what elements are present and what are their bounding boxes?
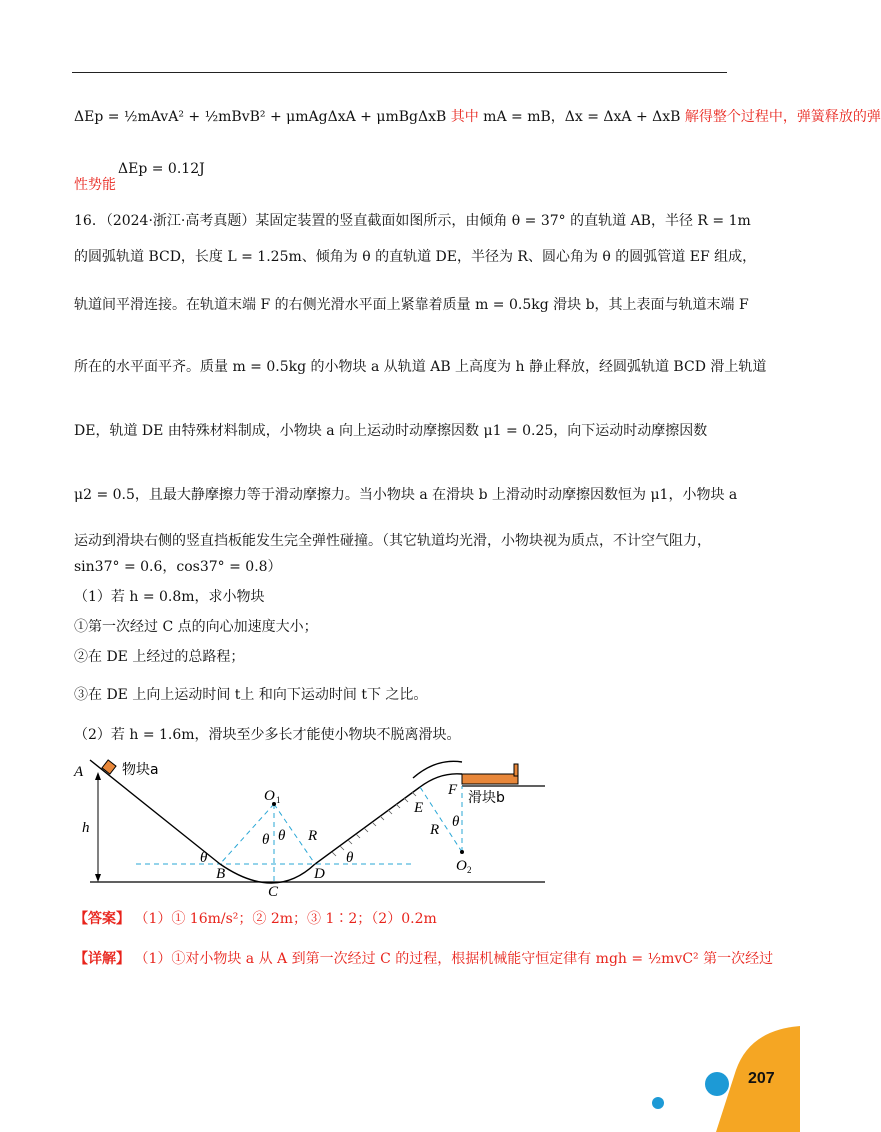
corner-decoration [640, 1010, 800, 1132]
energy-eq-condition: mA = mB，Δx = ΔxA + ΔxB [483, 109, 681, 125]
pipe-outer [413, 761, 462, 778]
energy-eq-cond-prefix: 其中 [450, 109, 479, 125]
arrow-head-down [95, 874, 101, 882]
problem-line-6: μ2 = 0.5，且最大静摩擦力等于滑动摩擦力。当小物块 a 在滑块 b 上滑动时动摩擦因数恒为 μ1，小物块 a [74, 487, 738, 503]
o2-point [460, 850, 464, 854]
label-theta-1: θ [262, 832, 270, 848]
result-value: ΔEp = 0.12J [118, 161, 205, 177]
track-diagram [70, 752, 550, 902]
question-1-part-3: ③在 DE 上向上运动时间 t上 和向下运动时间 t下 之比。 [74, 687, 428, 703]
label-theta-e: θ [452, 814, 460, 830]
label-theta-2: θ [278, 828, 286, 844]
slider-b [462, 774, 518, 784]
blue-dot-large [705, 1072, 729, 1096]
result-text: 性势能 [74, 177, 116, 193]
answer-text: （1）① 16m/s²；② 2m；③ 1∶2；（2）0.2m [134, 911, 437, 927]
page-number: 207 [748, 1070, 775, 1087]
label-o1-sub: 1 [276, 795, 281, 805]
answer-line [74, 908, 734, 930]
problem-line-2: 的圆弧轨道 BCD，长度 L = 1.25m、倾角为 θ 的直轨道 DE，半径为 R、圆心角为 θ 的圆弧管道 EF 组成， [74, 249, 757, 265]
label-o2-sub: 2 [467, 865, 472, 875]
problem-line-5: DE，轨道 DE 由特殊材料制成，小物块 a 向上运动时动摩擦因数 μ1 = 0.25，向下运动时动摩擦因数 [74, 423, 708, 439]
header-rule [72, 72, 727, 73]
slider-stop [514, 764, 518, 776]
problem-line-4: 所在的水平面平齐。质量 m = 0.5kg 的小物块 a 从轨道 AB 上高度为 h 静止释放，经圆弧轨道 BCD 滑上轨道 [74, 359, 767, 375]
label-theta-b: θ [200, 850, 208, 866]
question-2: （2）若 h = 1.6m，滑块至少多长才能使小物块不脱离滑块。 [74, 727, 461, 743]
label-b: B [216, 866, 226, 882]
blue-dot-small [652, 1097, 664, 1109]
label-o2: O [456, 858, 467, 874]
explanation-text: （1）①对小物块 a 从 A 到第一次经过 C 的过程，根据机械能守恒定律有 mgh = ½mvC² 第一次经过 [134, 951, 774, 967]
question-1: （1）若 h = 0.8m，求小物块 [74, 589, 265, 605]
explanation-tag: 【详解】 [74, 951, 130, 967]
arrow-head-up [95, 772, 101, 780]
energy-equation: ΔEp = ½mAvA² + ½mBvB² + μmAgΔxA + μmBgΔxB [74, 109, 447, 125]
label-f: F [448, 782, 458, 798]
problem-line-3: 轨道间平滑连接。在轨道末端 F 的右侧光滑水平面上紧靠着质量 m = 0.5kg 滑块 b，其上表面与轨道末端 F [74, 297, 749, 313]
label-block-b: 滑块b [468, 790, 505, 806]
label-h: h [82, 820, 90, 836]
label-r-1: R [308, 828, 318, 844]
label-e: E [414, 800, 424, 816]
rough-surface-hatch [332, 792, 416, 856]
energy-equation-line [74, 106, 881, 128]
label-o1: O [264, 788, 275, 804]
question-1-part-2: ②在 DE 上经过的总路程； [74, 649, 245, 665]
label-a: A [74, 764, 84, 780]
problem-line-8: sin37° = 0.6，cos37° = 0.8） [74, 559, 282, 575]
problem-line-7: 运动到滑块右侧的竖直挡板能发生完全弹性碰撞。（其它轨道均光滑，小物块视为质点，不计空气阻力， [74, 533, 711, 549]
label-theta-d: θ [346, 850, 354, 866]
track-path [90, 760, 420, 883]
problem-line-1: 16．（2024·浙江·高考真题）某固定装置的竖直截面如图所示，由倾角 θ = 37° 的直轨道 AB，半径 R = 1m [74, 213, 751, 229]
question-1-part-1: ①第一次经过 C 点的向心加速度大小； [74, 619, 318, 635]
explanation-line [74, 948, 774, 970]
label-d: D [314, 866, 325, 882]
answer-tag: 【答案】 [74, 911, 130, 927]
label-r-2: R [430, 822, 440, 838]
label-block-a: 物块a [122, 762, 159, 778]
energy-eq-suffix: 解得整个过程中，弹簧释放的弹 [684, 109, 881, 125]
label-c: C [268, 884, 279, 900]
